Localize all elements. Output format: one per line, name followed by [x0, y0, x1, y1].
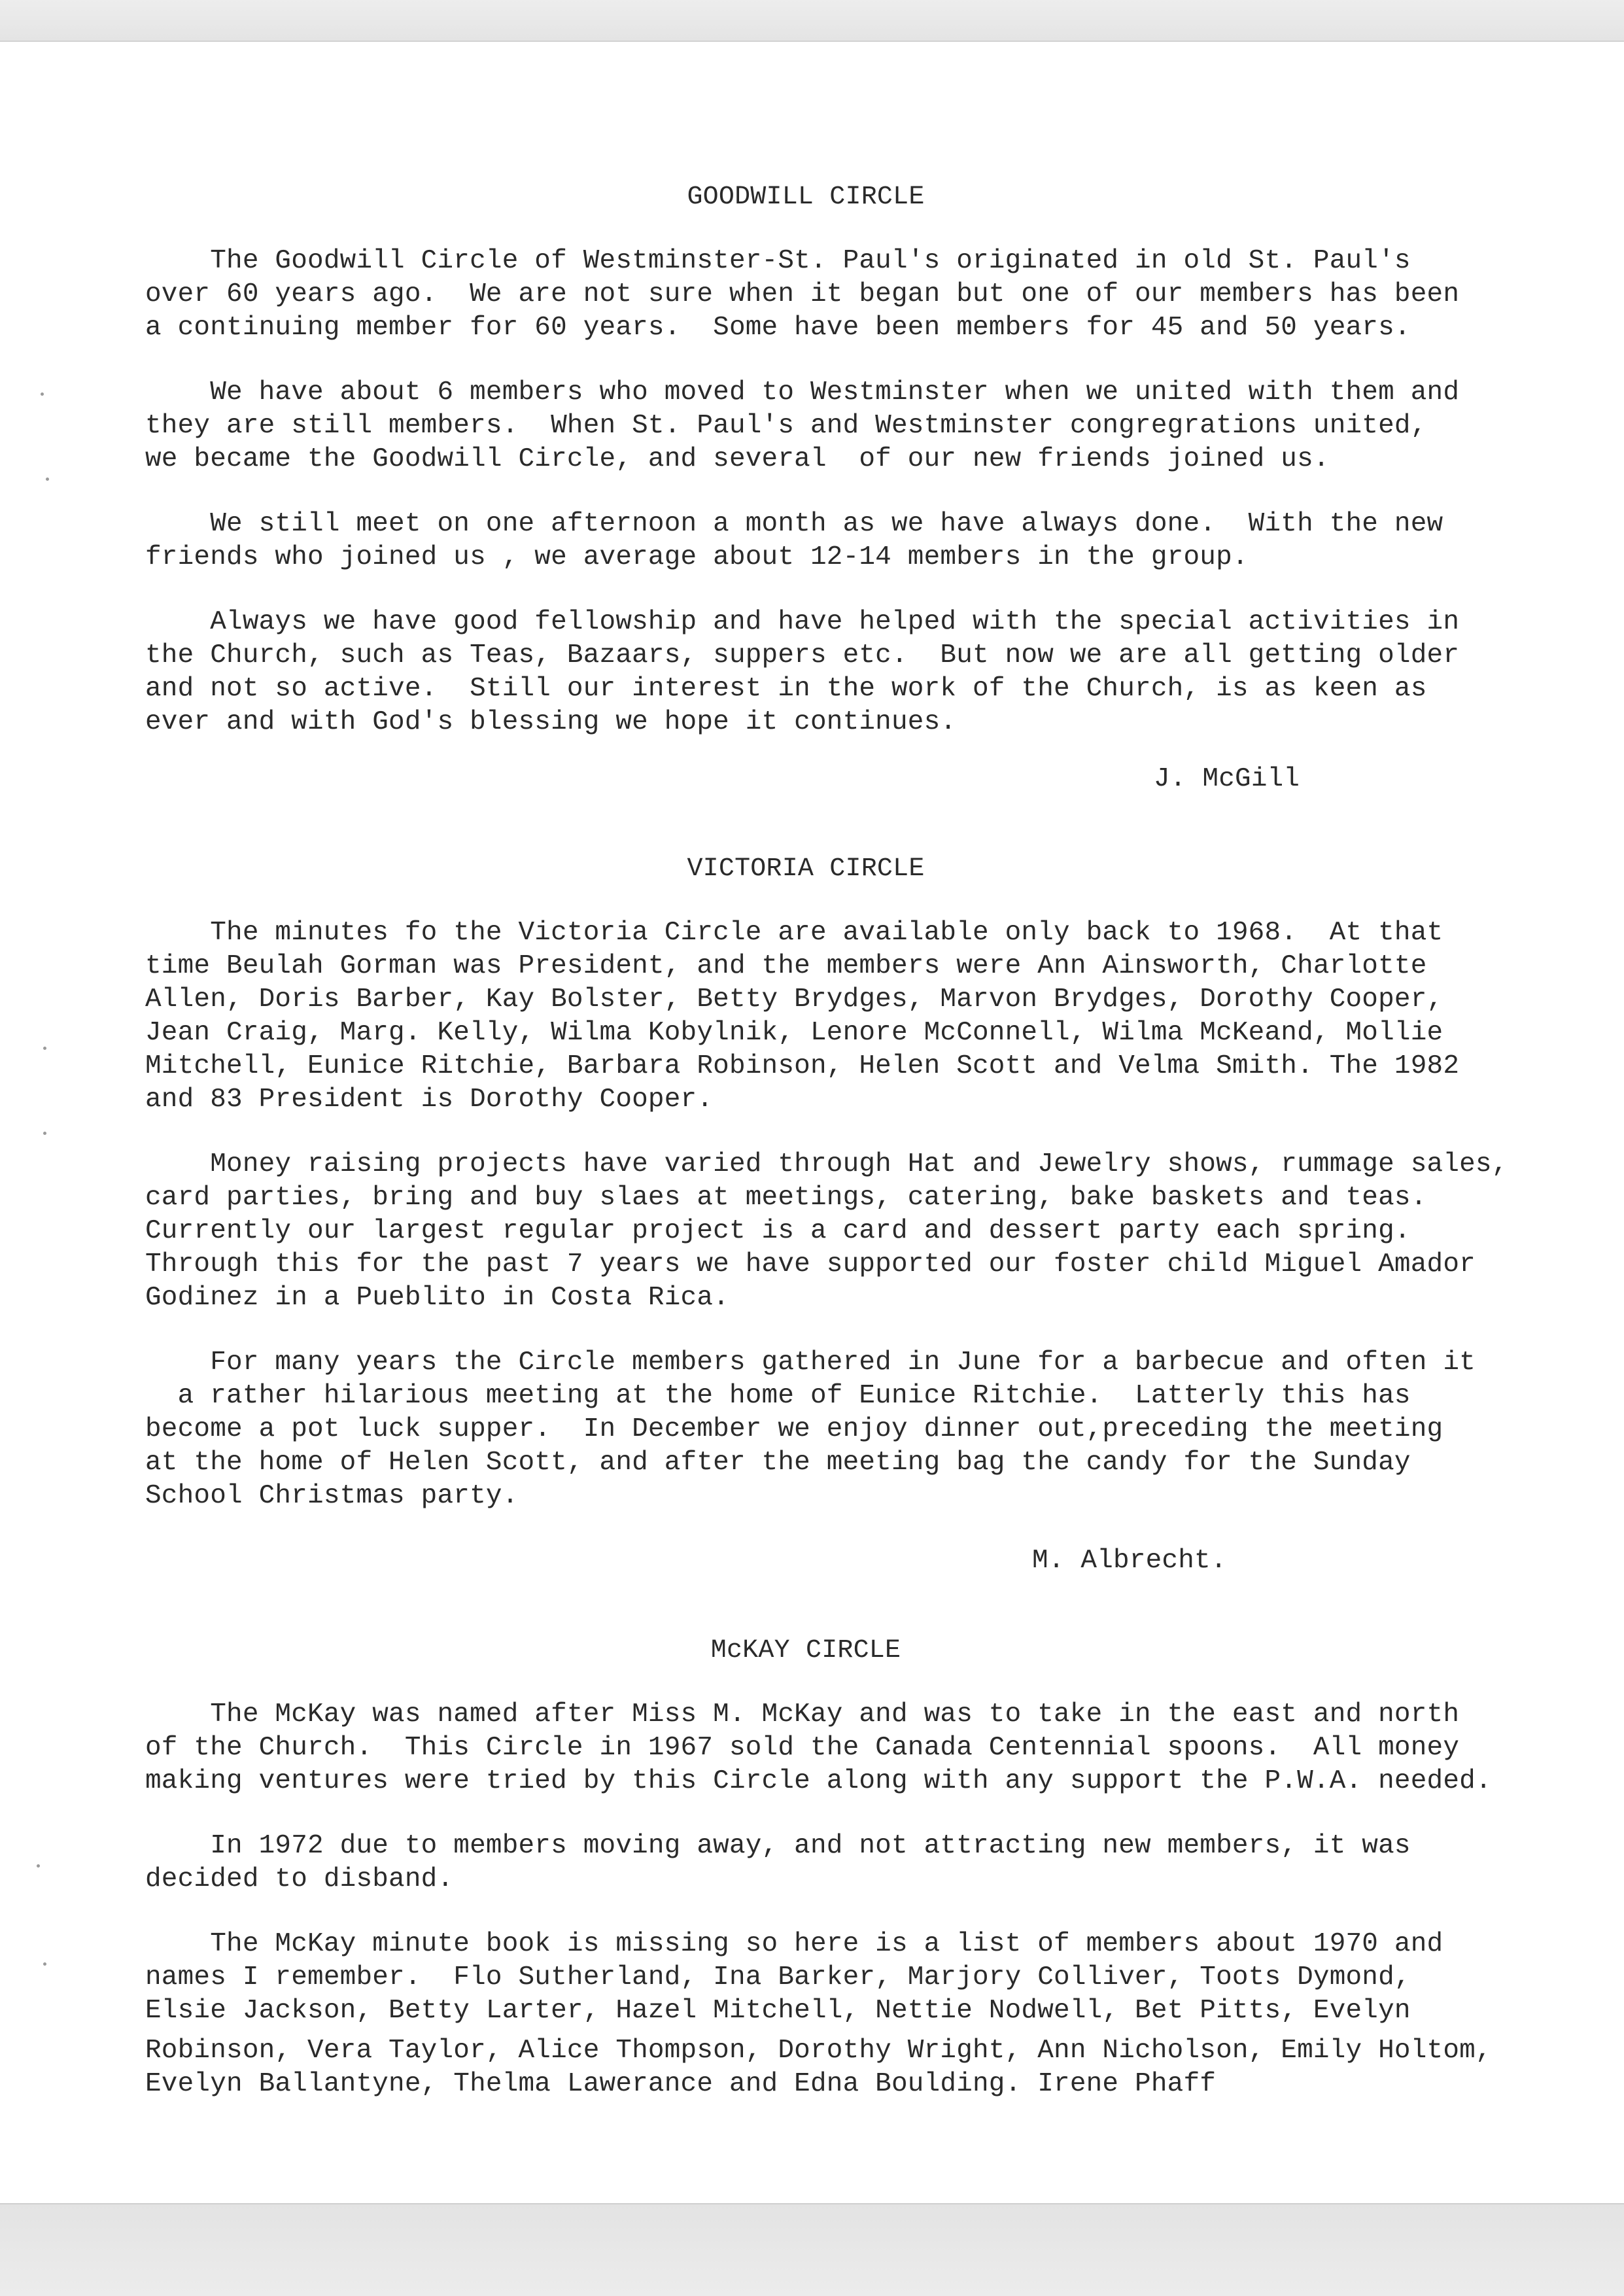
signature: M. Albrecht. [1032, 1546, 1227, 1576]
scan-speck [46, 478, 49, 481]
text-line: The minutes fo the Victoria Circle are available only back to 1968. At that [145, 918, 1443, 948]
text-line: making ventures were tried by this Circle along with any support the P.W.A. needed. [145, 1766, 1492, 1796]
text-line: Allen, Doris Barber, Kay Bolster, Betty Brydges, Marvon Brydges, Dorothy Cooper, [145, 984, 1443, 1015]
text-line: Jean Craig, Marg. Kelly, Wilma Kobylnik, Lenore McConnell, Wilma McKeand, Mollie [145, 1018, 1443, 1048]
text-line: The McKay minute book is missing so here is a list of members about 1970 and [145, 1929, 1443, 1959]
paragraph [145, 1830, 1525, 1896]
victoria-circle-section [145, 852, 1538, 1578]
paragraph [145, 508, 1525, 574]
text-line: We have about 6 members who moved to Westminster when we united with them and [145, 377, 1460, 408]
text-line: Always we have good fellowship and have helped with the special activities in [145, 607, 1460, 637]
paragraph [145, 606, 1525, 739]
text-line: time Beulah Gorman was President, and the members were Ann Ainsworth, Charlotte [145, 951, 1427, 981]
scan-top-edge [0, 0, 1624, 42]
text-line: In 1972 due to members moving away, and not attracting new members, it was [145, 1831, 1411, 1861]
text-line: The Goodwill Circle of Westminster-St. Paul's originated in old St. Paul's [145, 246, 1411, 276]
text-line: the Church, such as Teas, Bazaars, suppers etc. But now we are all getting older [145, 640, 1460, 670]
text-line: Money raising projects have varied through Hat and Jewelry shows, rummage sales, [145, 1149, 1508, 1179]
text-line: names I remember. Flo Sutherland, Ina Barker, Marjory Colliver, Toots Dymond, [145, 1962, 1411, 1992]
text-line: they are still members. When St. Paul's and Westminster congregrations united, [145, 411, 1427, 441]
paragraph [145, 245, 1525, 345]
text-line: decided to disband. [145, 1864, 454, 1894]
text-line: Currently our largest regular project is a card and dessert party each spring. [145, 1216, 1411, 1246]
text-line: Evelyn Ballantyne, Thelma Lawerance and Edna Boulding. Irene Phaff [145, 2069, 1217, 2099]
paragraph [145, 1148, 1525, 1315]
scan-speck [41, 392, 44, 396]
section-title: McKAY CIRCLE [710, 1636, 901, 1665]
text-line: over 60 years ago. We are not sure when it began but one of our members has been [145, 279, 1460, 309]
text-line: a continuing member for 60 years. Some have been members for 45 and 50 years. [145, 313, 1411, 343]
text-line: Mitchell, Eunice Ritchie, Barbara Robinson, Helen Scott and Velma Smith. The 1982 [145, 1051, 1460, 1081]
scan-speck [37, 1864, 40, 1868]
signature: J. McGill [1154, 764, 1300, 794]
text-line: Godinez in a Pueblito in Costa Rica. [145, 1283, 729, 1313]
document-page [145, 181, 1538, 2132]
paragraph [145, 1928, 1525, 2101]
text-line: and not so active. Still our interest in the work of the Church, is as keen as [145, 674, 1427, 704]
text-line: ever and with God's blessing we hope it continues. [145, 707, 957, 737]
text-line: Elsie Jackson, Betty Larter, Hazel Mitchell, Nettie Nodwell, Bet Pitts, Evelyn [145, 1996, 1411, 2026]
section-title: GOODWILL CIRCLE [687, 183, 925, 212]
text-line: For many years the Circle members gathered in June for a barbecue and often it [145, 1348, 1476, 1378]
text-line: card parties, bring and buy slaes at meetings, catering, bake baskets and teas. [145, 1183, 1427, 1213]
text-line: We still meet on one afternoon a month as we have always done. With the new [145, 509, 1443, 539]
text-line: The McKay was named after Miss M. McKay and was to take in the east and north [145, 1699, 1460, 1730]
paragraph [145, 1346, 1525, 1513]
text-line: friends who joined us , we average about 12-14 members in the group. [145, 542, 1249, 572]
text-line: become a pot luck supper. In December we enjoy dinner out,preceding the meeting [145, 1414, 1443, 1444]
scan-speck [43, 1132, 46, 1135]
paragraph [145, 1698, 1525, 1798]
goodwill-circle-section [145, 181, 1538, 796]
text-line: Through this for the past 7 years we have supported our foster child Miguel Amador [145, 1249, 1476, 1279]
text-line: Robinson, Vera Taylor, Alice Thompson, Dorothy Wright, Ann Nicholson, Emily Holtom, [145, 2036, 1492, 2066]
scan-bottom-edge [0, 2203, 1624, 2296]
paragraph [145, 376, 1525, 476]
mckay-circle-section [145, 1634, 1538, 2101]
text-line: a rather hilarious meeting at the home of Eunice Ritchie. Latterly this has [145, 1381, 1411, 1411]
text-line: we became the Goodwill Circle, and several of our new friends joined us. [145, 444, 1330, 474]
text-line: and 83 President is Dorothy Cooper. [145, 1085, 714, 1115]
text-line: of the Church. This Circle in 1967 sold the Canada Centennial spoons. All money [145, 1733, 1460, 1763]
text-line: at the home of Helen Scott, and after the meeting bag the candy for the Sunday [145, 1448, 1411, 1478]
scan-speck [43, 1962, 46, 1966]
scan-speck [43, 1047, 46, 1050]
paragraph [145, 916, 1525, 1117]
section-title: VICTORIA CIRCLE [687, 854, 925, 884]
text-line: School Christmas party. [145, 1481, 519, 1511]
